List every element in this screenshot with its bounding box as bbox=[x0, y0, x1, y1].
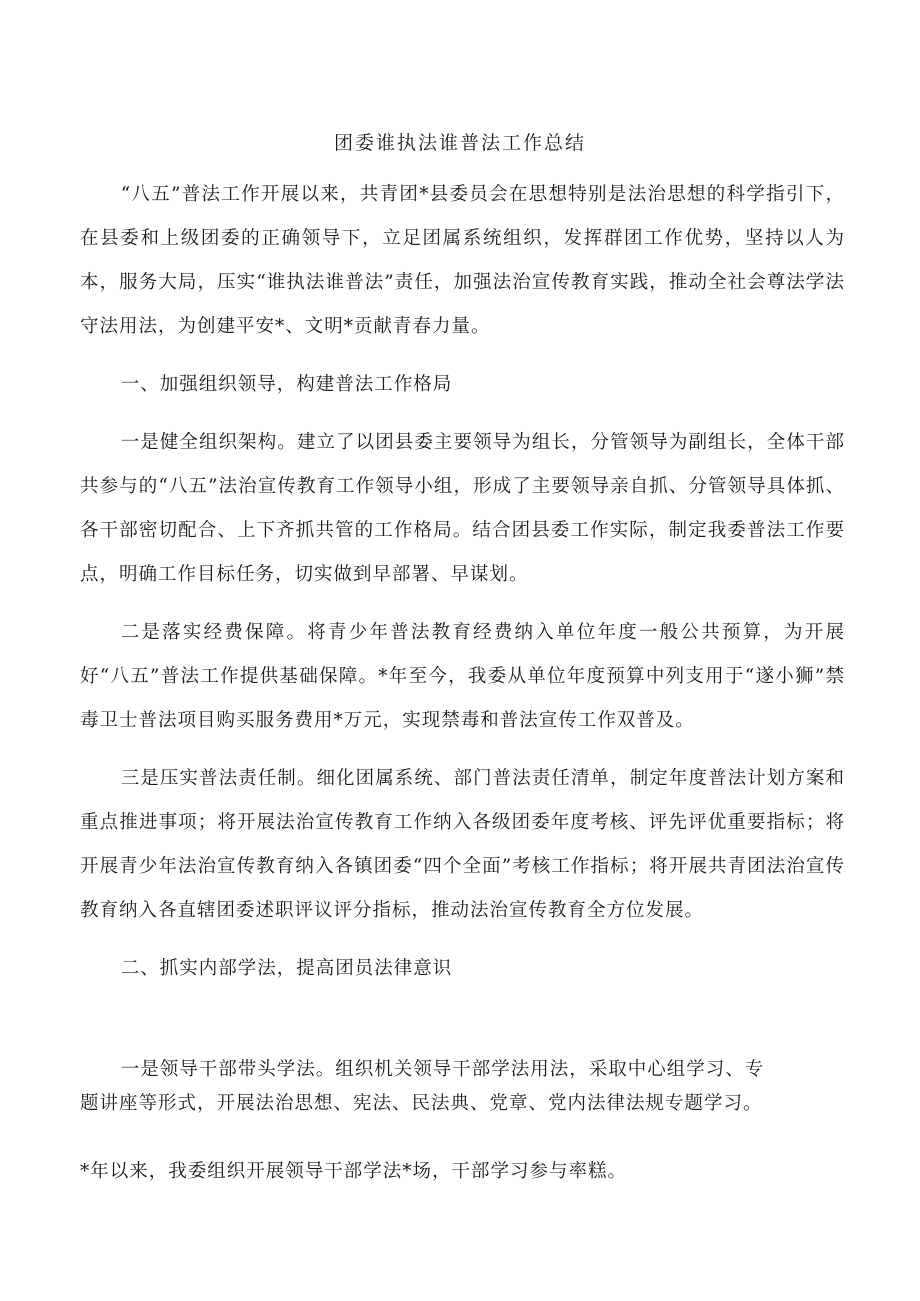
paragraph-intro: “八五”普法工作开展以来，共青团*县委员会在思想特别是法治思想的科学指引下，在县委和上级团委的正确领导下，立足团属系统组织，发挥群团工作优势，坚持以人为本，服务大局，压实“谁执法谁普法”责任，加强法治宣传教育实践，推动全社会尊法学法守法用法，为创建平安*、文明*贡献青春力量。 bbox=[80, 184, 845, 337]
leadership-study-line-1: 一是领导干部带头学法。组织机关领导干部学法用法，采取中心组学习、专 bbox=[120, 1059, 765, 1080]
paragraph-funding: 二是落实经费保障。将青少年普法教育经费纳入单位年度一般公共预算，为开展好“八五”普法工作提供基础保障。*年至今，我委从单位年度预算中列支用于“遂小狮”禁毒卫士普法项目购买服务费用*万元，实现禁毒和普法宣传工作双普及。 bbox=[80, 622, 845, 731]
section-heading-1: 一、加强组织领导，构建普法工作格局 bbox=[120, 374, 453, 395]
paragraph-organization: 一是健全组织架构。建立了以团县委主要领导为组长，分管领导为副组长，全体干部共参与的“八五”法治宣传教育工作领导小组，形成了主要领导亲自抓、分管领导具体抓、各干部密切配合、上下齐抓共管的工作格局。结合团县委工作实际，制定我委普法工作要点，明确工作目标任务，切实做到早部署、早谋划。 bbox=[80, 432, 845, 585]
leadership-study-line-3: *年以来，我委组织开展领导干部学法*场，干部学习参与率糕。 bbox=[80, 1161, 628, 1182]
leadership-study-line-2: 题讲座等形式，开展法治思想、宪法、民法典、党章、党内法律法规专题学习。 bbox=[80, 1093, 763, 1114]
section-heading-2: 二、抓实内部学法，提高团员法律意识 bbox=[120, 958, 453, 979]
paragraph-responsibility: 三是压实普法责任制。细化团属系统、部门普法责任清单，制定年度普法计划方案和重点推进事项；将开展法治宣传教育工作纳入各级团委年度考核、评先评优重要指标；将开展青少年法治宣传教育纳入各镇团委“四个全面”考核工作指标；将开展共青团法治宣传教育纳入各直辖团委述职评议评分指标，推动法治宣传教育全方位发展。 bbox=[80, 768, 845, 921]
document-body bbox=[80, 173, 845, 1005]
document-title: 团委谁执法谁普法工作总结 bbox=[333, 132, 586, 154]
